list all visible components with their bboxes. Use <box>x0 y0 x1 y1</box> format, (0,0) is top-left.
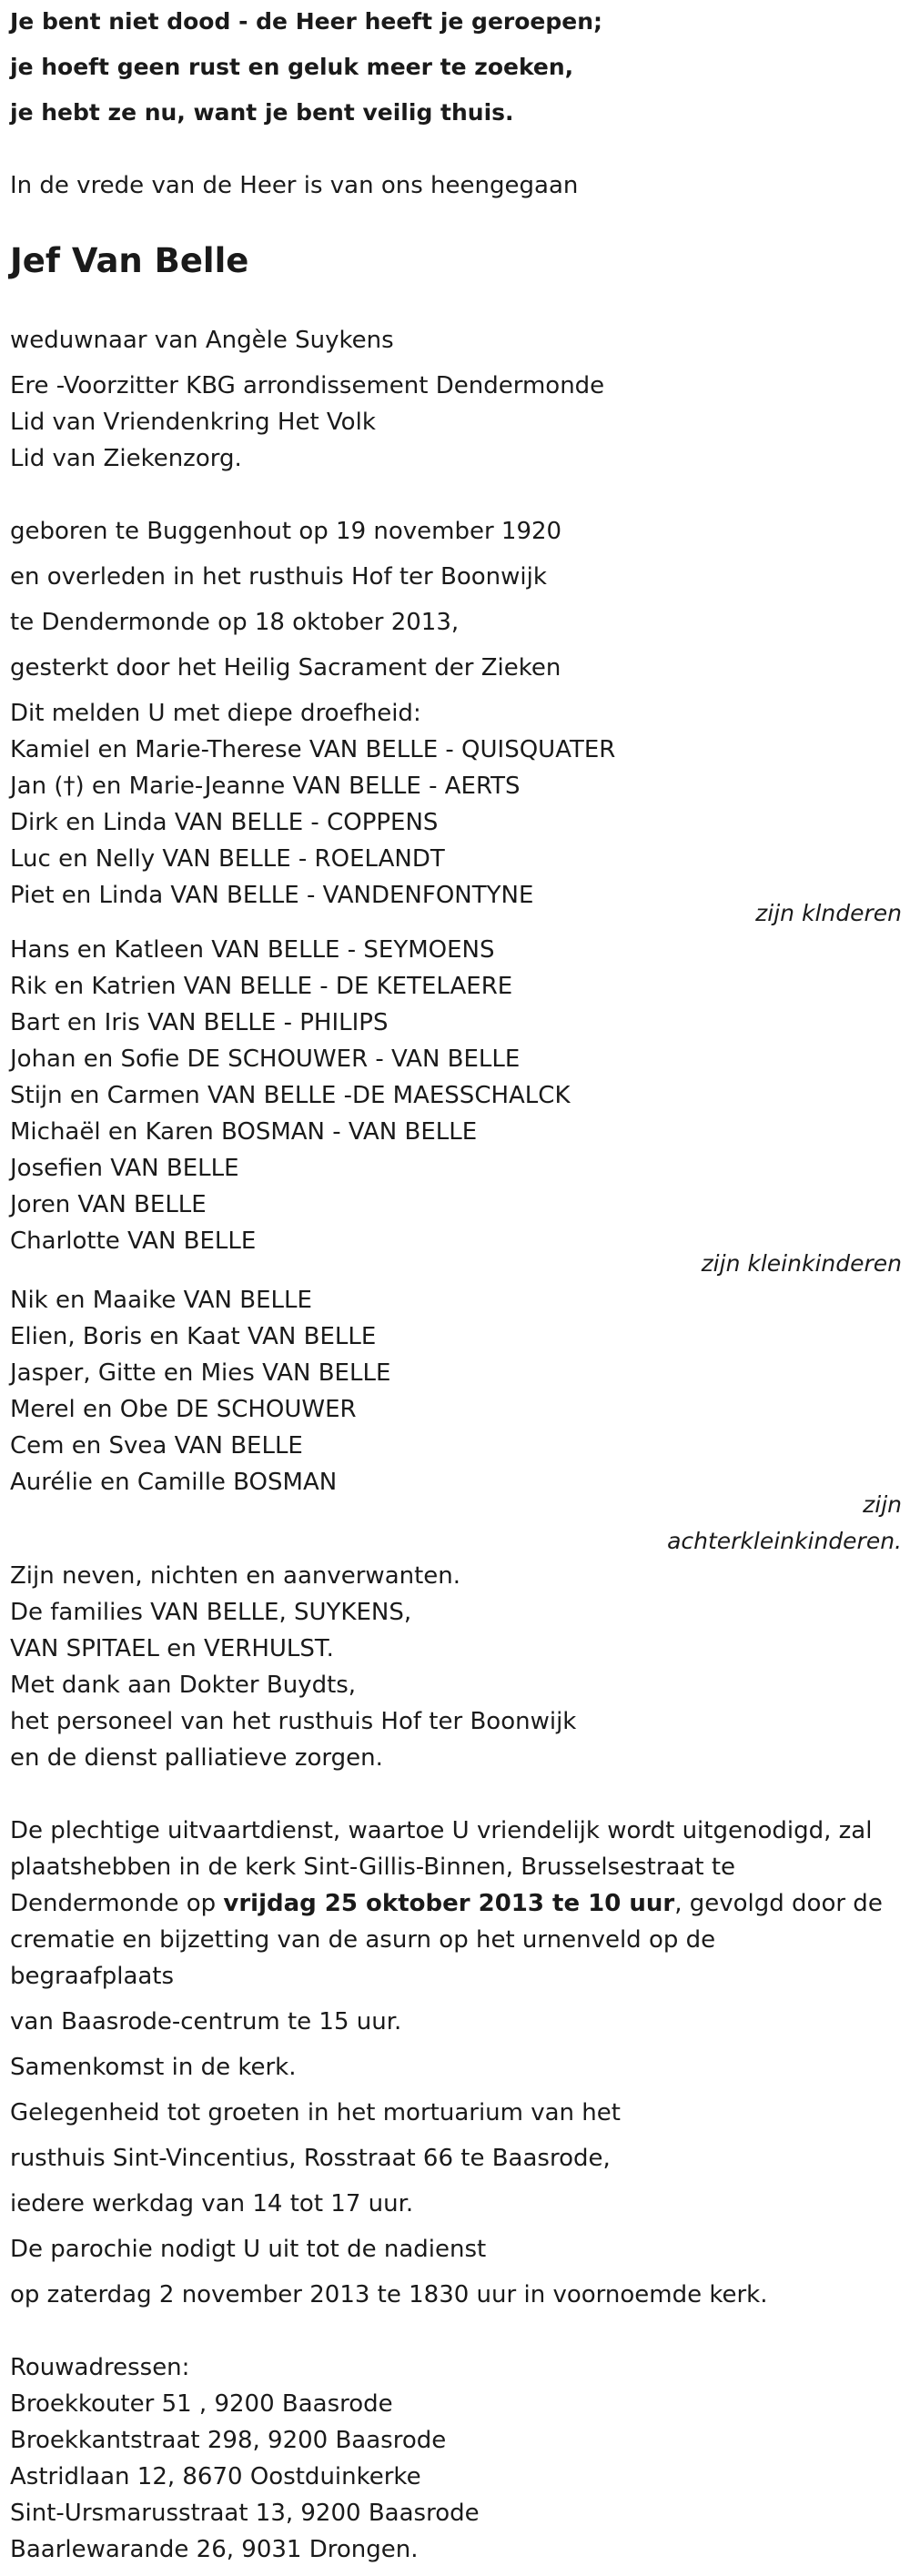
greatgrandchild-line: Jasper, Gitte en Mies VAN BELLE <box>10 1359 391 1387</box>
service-line: crematie en bijzetting van de asurn op het urnenveld op de <box>10 1926 716 1954</box>
info-line: rusthuis Sint-Vincentius, Rosstraat 66 te Baasrode, <box>10 2145 611 2172</box>
service-line: De plechtige uitvaartdienst, waartoe U vriendelijk wordt uitgenodigd, zal <box>10 1817 873 1844</box>
address-line: Astridlaan 12, 8670 Oostduinkerke <box>10 2463 421 2490</box>
grandchild-line: Michaël en Karen BOSMAN - VAN BELLE <box>10 1118 478 1146</box>
grandchildren-label: zijn kleinkinderen <box>701 1250 902 1277</box>
greatgrandchild-line: Merel en Obe DE SCHOUWER <box>10 1396 357 1423</box>
child-line: Piet en Linda VAN BELLE - VANDENFONTYNE <box>10 882 534 909</box>
relation-line: weduwnaar van Angèle Suykens <box>10 327 394 354</box>
family-line: Zijn neven, nichten en aanverwanten. <box>10 1562 461 1590</box>
child-line: Dirk en Linda VAN BELLE - COPPENS <box>10 809 439 836</box>
intro-text: In de vrede van de Heer is van ons heengegaan <box>10 172 579 199</box>
life-line: geboren te Buggenhout op 19 november 1920 <box>10 518 562 545</box>
service-line <box>10 1888 883 1919</box>
info-line: Samenkomst in de kerk. <box>10 2054 297 2081</box>
grandchild-line: Rik en Katrien VAN BELLE - DE KETELAERE <box>10 973 513 1000</box>
address-line: Broekkouter 51 , 9200 Baasrode <box>10 2390 393 2418</box>
relation-line: Lid van Vriendenkring Het Volk <box>10 409 376 436</box>
greatgrandchild-line: Cem en Svea VAN BELLE <box>10 1432 303 1460</box>
grandchild-line: Stijn en Carmen VAN BELLE -DE MAESSCHALCK <box>10 1082 571 1109</box>
relation-line: Lid van Ziekenzorg. <box>10 445 242 472</box>
info-line: Gelegenheid tot groeten in het mortuarium van het <box>10 2099 621 2126</box>
service-text: , gevolgd door de <box>674 1890 883 1917</box>
info-line: op zaterdag 2 november 2013 te 1830 uur in voornoemde kerk. <box>10 2281 768 2308</box>
child-line: Kamiel en Marie-Therese VAN BELLE - QUISQUATER <box>10 736 616 763</box>
greatgrandchild-line: Aurélie en Camille BOSMAN <box>10 1469 338 1496</box>
life-line: en overleden in het rusthuis Hof ter Boonwijk <box>10 563 547 591</box>
service-line: begraafplaats <box>10 1963 175 1990</box>
grandchild-line: Hans en Katleen VAN BELLE - SEYMOENS <box>10 936 495 964</box>
address-line: Broekkantstraat 298, 9200 Baasrode <box>10 2427 447 2454</box>
life-line: te Dendermonde op 18 oktober 2013, <box>10 609 460 636</box>
family-line: het personeel van het rusthuis Hof ter Boonwijk <box>10 1708 577 1735</box>
grandchild-line: Johan en Sofie DE SCHOUWER - VAN BELLE <box>10 1046 521 1073</box>
addresses-heading: Rouwadressen: <box>10 2354 190 2381</box>
poem-line: je hebt ze nu, want je bent veilig thuis. <box>10 99 514 126</box>
family-line: en de dienst palliatieve zorgen. <box>10 1744 383 1772</box>
poem-line: je hoeft geen rust en geluk meer te zoeken, <box>10 54 574 80</box>
deceased-name: Jef Van Belle <box>10 241 249 280</box>
greatgrandchildren-label: zijn <box>863 1491 902 1518</box>
address-line: Sint-Ursmarusstraat 13, 9200 Baasrode <box>10 2500 480 2527</box>
grandchild-line: Charlotte VAN BELLE <box>10 1227 257 1255</box>
service-line: plaatshebben in de kerk Sint-Gillis-Binnen, Brusselsestraat te <box>10 1854 736 1881</box>
relation-line: Ere -Voorzitter KBG arrondissement Dendermonde <box>10 372 605 399</box>
info-line: van Baasrode-centrum te 15 uur. <box>10 2008 402 2036</box>
grandchild-line: Josefien VAN BELLE <box>10 1155 239 1182</box>
life-line: Dit melden U met diepe droefheid: <box>10 700 421 727</box>
greatgrandchildren-label: achterkleinkinderen. <box>667 1528 902 1554</box>
grandchild-line: Bart en Iris VAN BELLE - PHILIPS <box>10 1009 389 1036</box>
family-line: VAN SPITAEL en VERHULST. <box>10 1635 334 1662</box>
child-line: Jan (†) en Marie-Jeanne VAN BELLE - AERTS <box>10 773 521 800</box>
family-line: Met dank aan Dokter Buydts, <box>10 1672 357 1699</box>
info-line: iedere werkdag van 14 tot 17 uur. <box>10 2190 414 2217</box>
service-date: vrijdag 25 oktober 2013 te 10 uur <box>223 1890 675 1917</box>
info-line: De parochie nodigt U uit tot de nadienst <box>10 2236 487 2263</box>
life-line: gesterkt door het Heilig Sacrament der Zieken <box>10 654 561 682</box>
service-text: Dendermonde op <box>10 1890 224 1917</box>
greatgrandchild-line: Nik en Maaike VAN BELLE <box>10 1287 312 1314</box>
children-label: zijn klnderen <box>755 900 902 926</box>
child-line: Luc en Nelly VAN BELLE - ROELANDT <box>10 845 445 873</box>
address-line: Baarlewarande 26, 9031 Drongen. <box>10 2536 419 2563</box>
poem-line: Je bent niet dood - de Heer heeft je geroepen; <box>10 8 603 35</box>
greatgrandchild-line: Elien, Boris en Kaat VAN BELLE <box>10 1323 377 1350</box>
family-line: De families VAN BELLE, SUYKENS, <box>10 1599 412 1626</box>
grandchild-line: Joren VAN BELLE <box>10 1191 207 1218</box>
